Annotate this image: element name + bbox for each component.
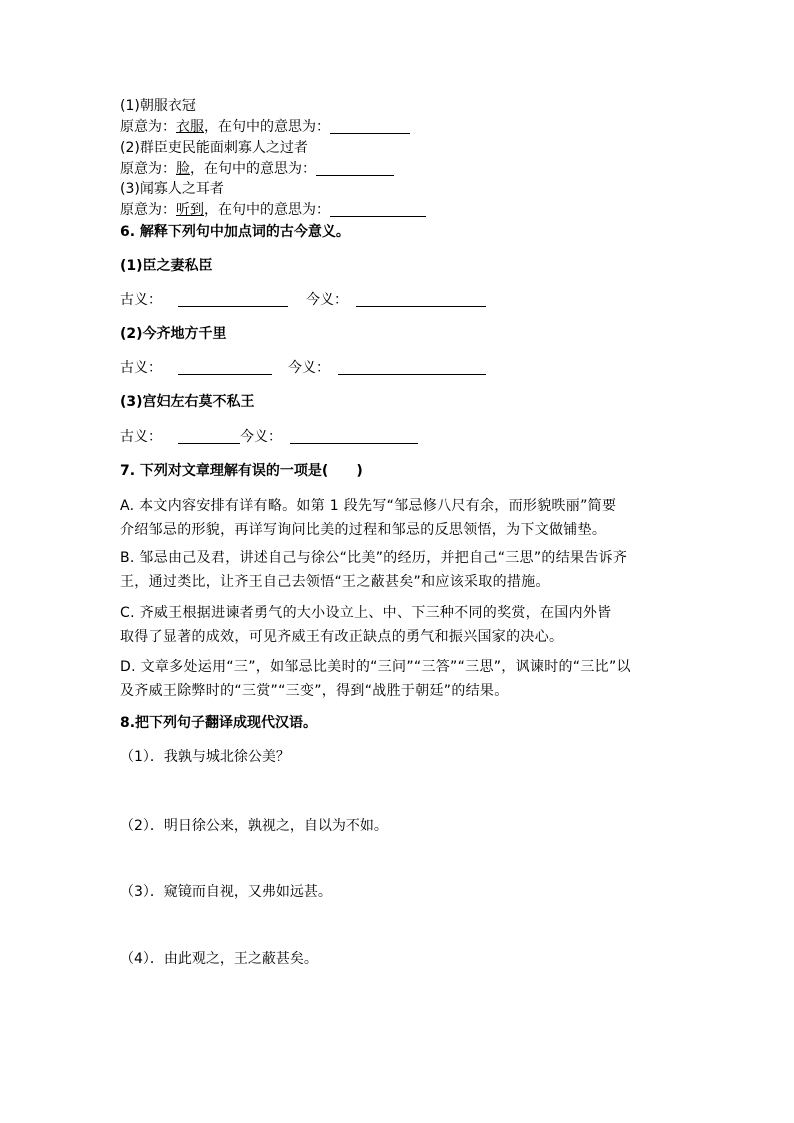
item-label: (1)朝服衣冠 bbox=[120, 98, 196, 114]
ancient-blank[interactable] bbox=[178, 429, 240, 444]
original-word: 脸 bbox=[176, 161, 190, 177]
ancient-blank[interactable] bbox=[178, 360, 272, 375]
q8-item: （3）．窥镜而自视，又弗如远甚。 bbox=[120, 884, 332, 900]
item-label: (3)闻寡人之耳者 bbox=[120, 181, 224, 197]
q6-item: (2)今齐地方千里 bbox=[120, 326, 227, 342]
original-word: 衣服 bbox=[176, 119, 204, 135]
answer-blank[interactable] bbox=[316, 161, 394, 176]
q8-item: （4）．由此观之，王之蔽甚矣。 bbox=[120, 951, 318, 967]
meaning-line: 原意为：听到，在句中的意思为： bbox=[120, 200, 426, 220]
question-7-heading: 7. 下列对文章理解有误的一项是( ) bbox=[120, 463, 363, 479]
q8-item: （2）．明日徐公来，孰视之，自以为不如。 bbox=[120, 818, 388, 834]
original-word: 听到 bbox=[176, 202, 204, 218]
q6-ancient-modern-line: 古义： 今义： bbox=[120, 290, 486, 310]
question-6-heading: 6. 解释下列句中加点词的古今意义。 bbox=[120, 224, 350, 240]
q7-option-c[interactable]: C. 齐威王根据进谏者勇气的大小设立上、中、下三种不同的奖赏，在国内外皆 取得了显著的成效，可见齐威王有改正缺点的勇气和振兴国家的决心。 bbox=[120, 605, 612, 645]
q6-item: (1)臣之妻私臣 bbox=[120, 258, 213, 274]
question-8-heading: 8.把下列句子翻译成现代汉语。 bbox=[120, 715, 318, 731]
modern-blank[interactable] bbox=[338, 360, 486, 375]
ancient-blank[interactable] bbox=[178, 292, 288, 307]
item-label: (2)群臣吏民能面刺寡人之过者 bbox=[120, 140, 308, 156]
q6-item: (3)宫妇左右莫不私王 bbox=[120, 394, 255, 410]
q7-option-a[interactable]: A. 本文内容安排有详有略。如第 1 段先写“邹忌修八尺有余，而形貌昳丽”简要 介绍邹忌的形貌，再详写询问比美的过程和邹忌的反思领悟，为下文做铺垫。 bbox=[120, 498, 617, 538]
q8-item: （1）．我孰与城北徐公美？ bbox=[120, 749, 290, 765]
q6-ancient-modern-line: 古义： 今义： bbox=[120, 427, 418, 447]
modern-blank[interactable] bbox=[290, 429, 418, 444]
q7-option-b[interactable]: B. 邹忌由己及君，讲述自己与徐公“比美”的经历，并把自己“三思”的结果告诉齐 王，通过类比，让齐王自己去领悟“王之蔽甚矣”和应该采取的措施。 bbox=[120, 550, 628, 590]
q7-option-d[interactable]: D. 文章多处运用“三”，如邹忌比美时的“三问”“三答”“三思”，讽谏时的“三比”以 及齐威王除弊时的“三赏”“三变”，得到“战胜于朝廷”的结果。 bbox=[120, 659, 631, 699]
modern-blank[interactable] bbox=[356, 292, 486, 307]
meaning-line: 原意为：衣服，在句中的意思为： bbox=[120, 117, 410, 137]
answer-blank[interactable] bbox=[330, 202, 426, 217]
q6-ancient-modern-line: 古义： 今义： bbox=[120, 358, 486, 378]
meaning-line: 原意为：脸，在句中的意思为： bbox=[120, 159, 394, 179]
answer-blank[interactable] bbox=[330, 119, 410, 134]
